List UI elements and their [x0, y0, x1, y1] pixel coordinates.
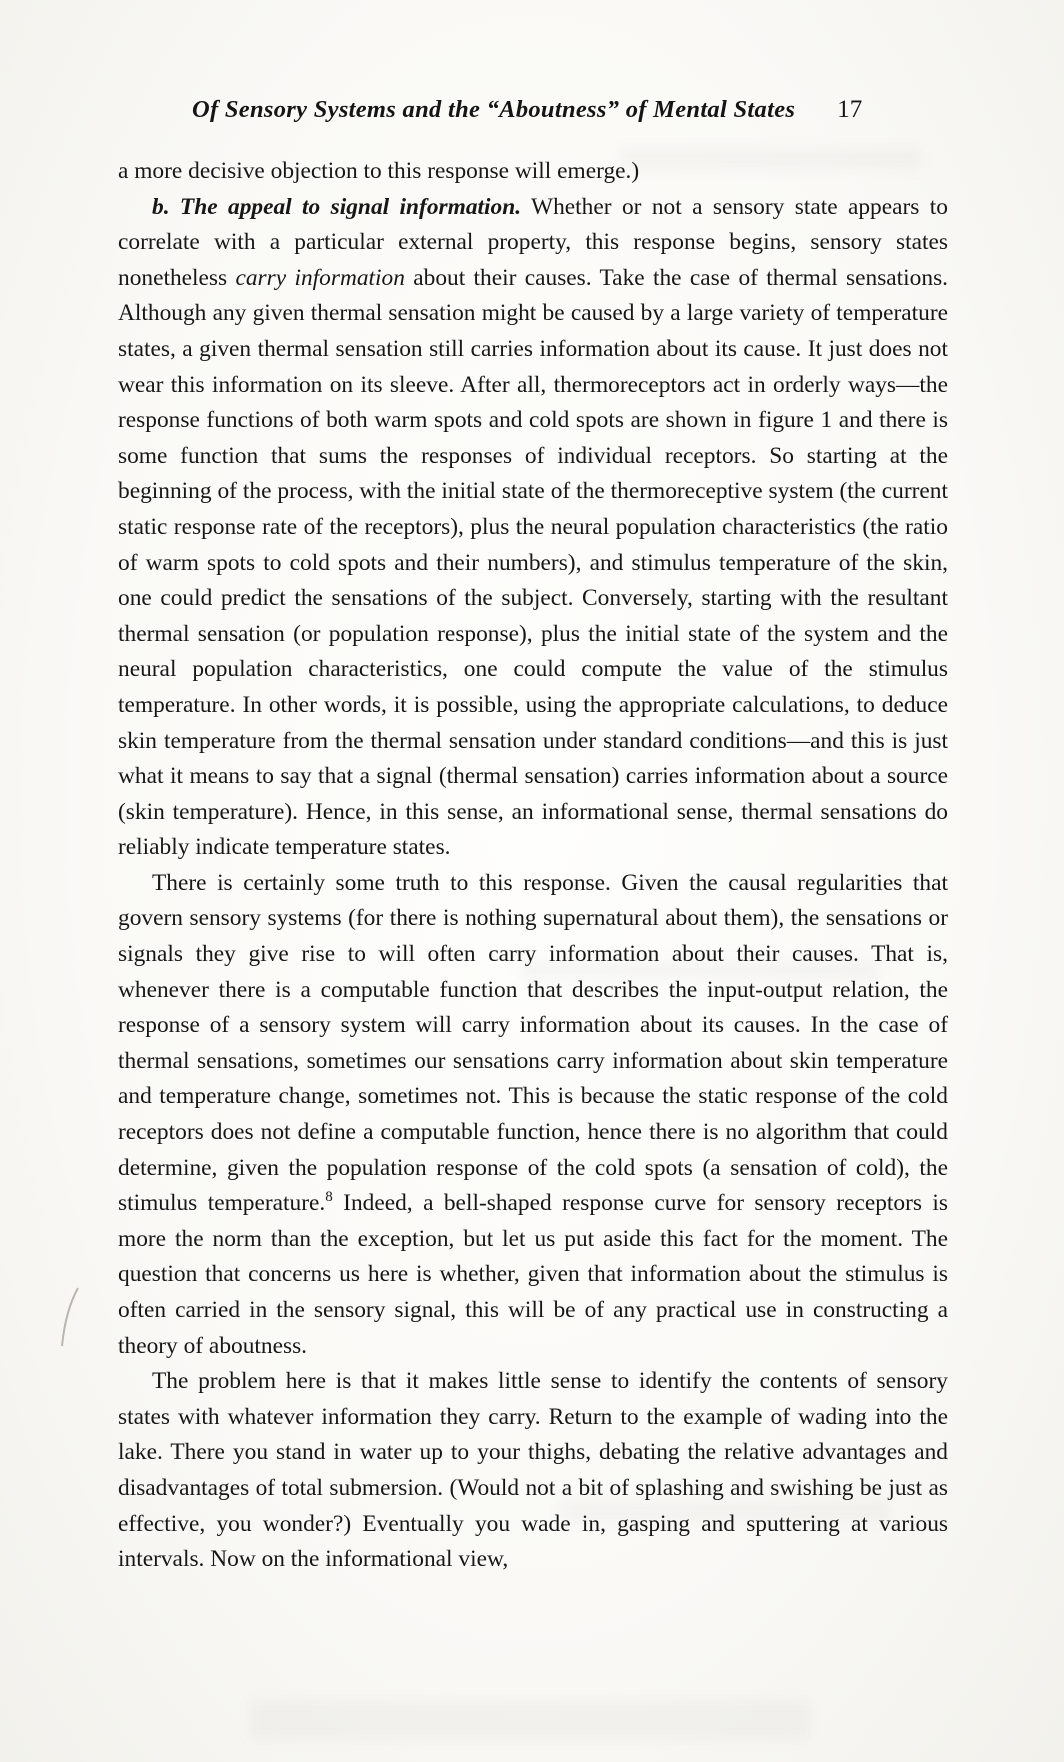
page-edge-mark — [58, 1286, 84, 1348]
paragraph-3-text: There is certainly some truth to this response. Given the causal regularities that govern sensory systems (for there is nothing supernatural about them), the sensations or signals they give rise to will often carry information about their causes. That is, whenever there is a computable function that describes the input-output relation, the response of a sensory system will carry information about its causes. In the case of thermal sensations, sometimes our sensations carry information about skin temperature and temperature change, sometimes not. This is because the static response of the cold receptors does not define a computable function, hence there is no algorithm that could determine, given the population response of the cold spots (a sensation of cold), the stimulus temperature. — [118, 869, 948, 1217]
paragraph-3 — [118, 866, 948, 1364]
paragraph-4-text: The problem here is that it makes little sense to identify the contents of sensory states with whatever information they carry. Return to the example of wading into the lake. There you stand in water up to your thighs, debating the relative advantages and disadvantages of total submersion. (Would not a bit of splashing and swishing be just as effective, you wonder?) Eventually you wade in, gasping and sputtering at various intervals. Now on the informational view, — [118, 1368, 948, 1573]
body-text — [118, 154, 948, 1578]
paragraph-3-text-after-footnote: Indeed, a bell-shaped response curve for sensory receptors is more the norm than the exception, but let us put aside this fact for the moment. The question that concerns us here is whether, given that information about the stimulus is often carried in the sensory signal, this will be of any practical use in constructing a theory of aboutness. — [118, 1190, 949, 1359]
italic-phrase: carry information — [235, 264, 405, 291]
paragraph-4 — [118, 1364, 948, 1578]
page-number: 17 — [837, 96, 863, 123]
paragraph-1-text: a more decisive objection to this response will emerge.) — [118, 158, 640, 184]
footnote-marker-8: 8 — [325, 1189, 333, 1206]
paragraph-2 — [118, 190, 948, 866]
paragraph-1 — [118, 154, 948, 190]
running-head-title: Of Sensory Systems and the “Aboutness” of Mental States — [192, 96, 796, 123]
paragraph-2-text: Whether or not a sensory state appears to correlate with a particular external property, this response begins, sensory states nonetheless carry information about their causes. Take the case of thermal sensations. Although any given thermal sensation might be caused by a large variety of temperature states, a given thermal sensation still carries information about its cause. It just does not wear this information on its sleeve. After all, thermoreceptors act in orderly ways—the response functions of both warm spots and cold spots are shown in figure 1 and there is some function that sums the responses of individual receptors. So starting at the beginning of the process, with the initial state of the thermoreceptive system (the current static response rate of the receptors), plus the neural population characteristics (the ratio of warm spots to cold spots and their numbers), and stimulus temperature of the skin, one could predict the sensations of the subject. Conversely, starting with the resultant thermal sensation (or population response), plus the initial state of the system and the neural population characteristics, one could compute the value of the stimulus temperature. In other words, it is possible, using the appropriate calculations, to deduce skin temperature from the thermal sensation under standard conditions—and this is just what it means to say that a signal (thermal sensation) carries information about a source (skin temperature). Hence, in this sense, an informational sense, thermal sensations do reliably indicate temperature states. — [118, 193, 949, 861]
running-head — [118, 96, 948, 124]
paragraph-2-lead-italic: b. The appeal to signal information. — [152, 193, 522, 220]
